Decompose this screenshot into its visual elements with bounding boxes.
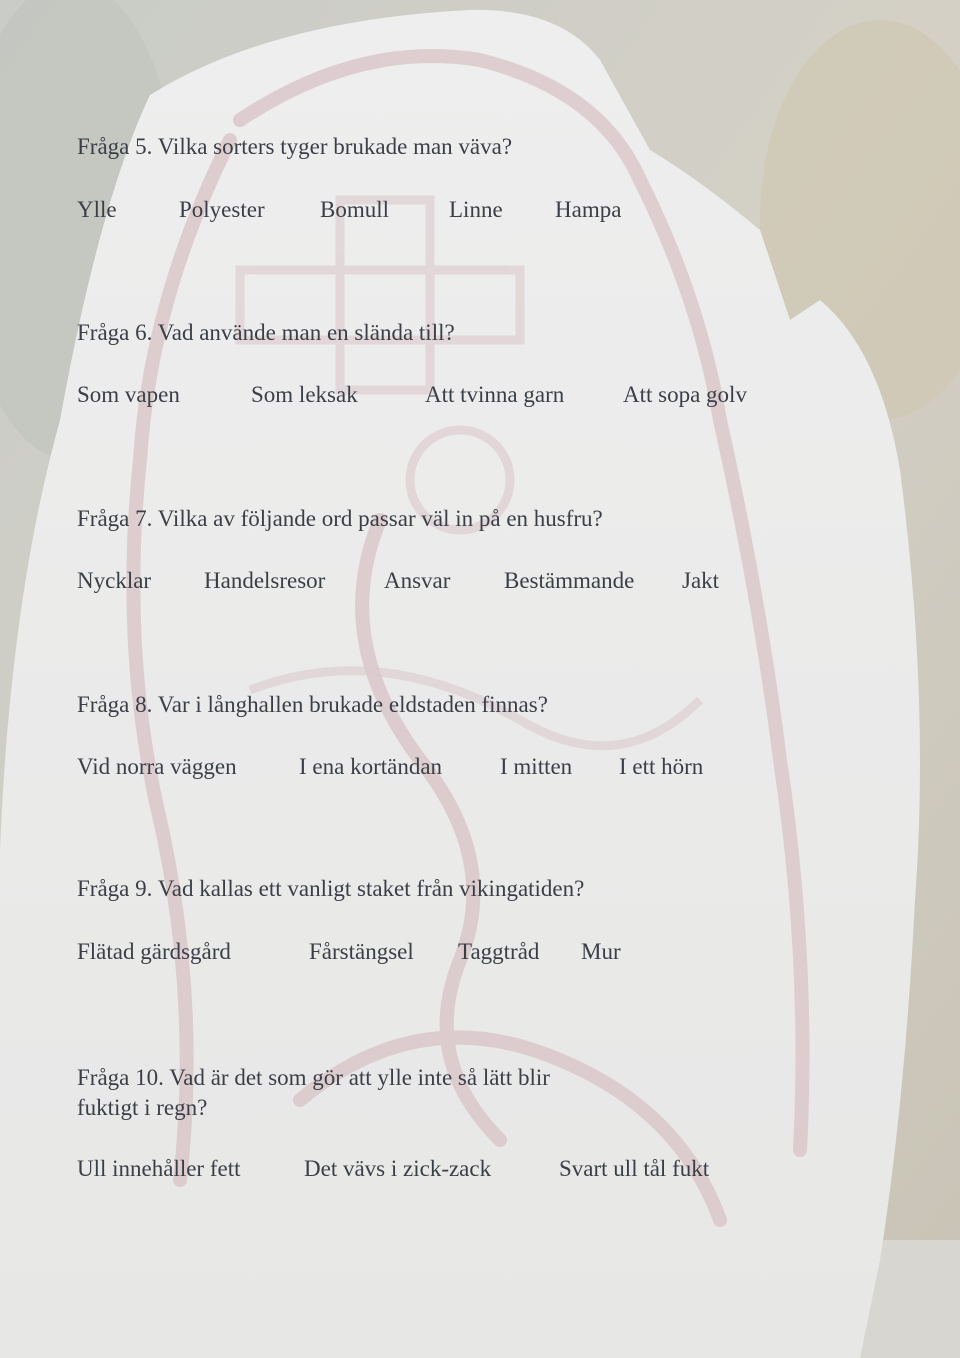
question-8-title: Fråga 8. Var i långhallen brukade eldstaden finnas? bbox=[77, 692, 548, 717]
question-5-option-1: Ylle bbox=[77, 197, 117, 222]
question-9-option-4: Mur bbox=[581, 939, 621, 964]
question-6-option-4: Att sopa golv bbox=[623, 382, 747, 407]
question-9-title: Fråga 9. Vad kallas ett vanligt staket från vikingatiden? bbox=[77, 876, 585, 901]
question-6-option-3: Att tvinna garn bbox=[425, 382, 565, 407]
question-9-option-3: Taggtråd bbox=[458, 939, 540, 964]
question-10-option-3: Svart ull tål fukt bbox=[559, 1156, 710, 1181]
question-10-title-line-2: fuktigt i regn? bbox=[77, 1095, 208, 1120]
question-8-option-3: I mitten bbox=[500, 754, 573, 779]
question-10-option-2: Det vävs i zick-zack bbox=[304, 1156, 492, 1181]
question-7-option-4: Bestämmande bbox=[504, 568, 635, 593]
question-8-option-2: I ena kortändan bbox=[299, 754, 443, 779]
question-6-option-2: Som leksak bbox=[251, 382, 358, 407]
question-7-title: Fråga 7. Vilka av följande ord passar väl in på en husfru? bbox=[77, 506, 603, 531]
question-7-option-3: Ansvar bbox=[384, 568, 451, 593]
question-7-option-1: Nycklar bbox=[77, 568, 152, 593]
question-8-option-1: Vid norra väggen bbox=[77, 754, 237, 779]
question-7-option-5: Jakt bbox=[682, 568, 720, 593]
question-9-option-1: Flätad gärdsgård bbox=[77, 939, 231, 964]
question-6-option-1: Som vapen bbox=[77, 382, 180, 407]
question-10-option-1: Ull innehåller fett bbox=[77, 1156, 241, 1181]
question-9-option-2: Fårstängsel bbox=[309, 939, 414, 964]
question-5-option-2: Polyester bbox=[179, 197, 265, 222]
question-5-title: Fråga 5. Vilka sorters tyger brukade man väva? bbox=[77, 134, 513, 159]
question-5-option-4: Linne bbox=[449, 197, 503, 222]
question-5-option-3: Bomull bbox=[320, 197, 390, 222]
question-6-title: Fråga 6. Vad använde man en slända till? bbox=[77, 320, 455, 345]
question-5-option-5: Hampa bbox=[555, 197, 622, 222]
question-10-title-line-1: Fråga 10. Vad är det som gör att ylle inte så lätt blir bbox=[77, 1065, 550, 1090]
question-8-option-4: I ett hörn bbox=[619, 754, 704, 779]
question-7-option-2: Handelsresor bbox=[204, 568, 326, 593]
